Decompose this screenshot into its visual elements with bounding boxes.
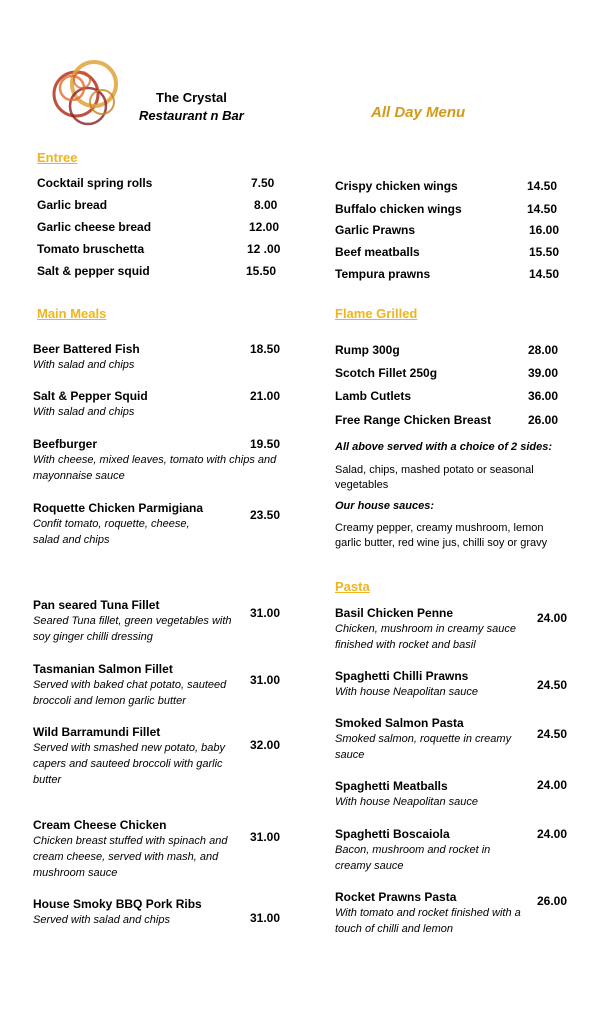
menu-item-name: Salt & pepper squid — [37, 264, 150, 278]
menu-item-description: Smoked salmon, roquette in creamy sauce — [335, 733, 512, 761]
menu-item-price: 15.50 — [529, 245, 560, 259]
menu-item-name: Garlic bread — [37, 198, 108, 212]
menu-item-name: Beefburger — [33, 437, 98, 451]
menu-item-price: 24.00 — [537, 778, 568, 792]
menu-item-price: 21.00 — [250, 389, 281, 403]
menu-item-name: Beef meatballs — [335, 245, 420, 259]
section-flame-grilled-heading: Flame Grilled — [335, 306, 418, 321]
menu-item-price: 15.50 — [246, 264, 277, 278]
menu-item-name: Wild Barramundi Fillet — [33, 725, 161, 739]
menu-item-price: 23.50 — [250, 508, 281, 522]
menu-item-name: Scotch Fillet 250g — [335, 366, 438, 380]
menu-item-name: Crispy chicken wings — [335, 179, 458, 193]
menu-item-price: 14.50 — [527, 179, 558, 193]
menu-item-name: Spaghetti Meatballs — [335, 779, 448, 793]
menu-item-price: 24.50 — [537, 678, 568, 692]
menu-item-name: Spaghetti Chilli Prawns — [335, 669, 469, 683]
menu-item-name: Tasmanian Salmon Fillet — [33, 662, 173, 676]
menu-item-price: 36.00 — [528, 389, 559, 403]
menu-item-name: House Smoky BBQ Pork Ribs — [33, 897, 202, 911]
menu-item-price: 8.00 — [254, 198, 278, 212]
menu-item-description: With salad and chips — [33, 359, 135, 371]
menu-item-name: Roquette Chicken Parmigiana — [33, 501, 204, 515]
menu-item-price: 26.00 — [537, 894, 568, 908]
menu-item-price: 24.00 — [537, 611, 568, 625]
menu-item-price: 19.50 — [250, 437, 281, 451]
menu-item-price: 32.00 — [250, 738, 281, 752]
menu-item-price: 31.00 — [250, 673, 281, 687]
section-main-meals-heading: Main Meals — [37, 306, 107, 321]
menu-item-price: 31.00 — [250, 911, 281, 925]
menu-item-description: Confit tomato, roquette, cheese, salad and chips — [33, 518, 190, 546]
section-entree-heading: Entree — [37, 150, 78, 165]
menu-item-description: With cheese, mixed leaves, tomato with chips and mayonnaise sauce — [33, 454, 277, 482]
menu-item-description: With tomato and rocket finished with a touch of chilli and lemon — [335, 907, 521, 935]
menu-item-description: Served with baked chat potato, sauteed broccoli and lemon garlic butter — [33, 679, 227, 707]
menu-item-description: Chicken, mushroom in creamy sauce finished with rocket and basil — [335, 623, 516, 651]
menu-item-price: 26.00 — [528, 413, 559, 427]
menu-item-price: 7.50 — [251, 176, 275, 190]
menu-item-name: Smoked Salmon Pasta — [335, 716, 464, 730]
menu-item-price: 31.00 — [250, 606, 281, 620]
menu-item-name: Rump 300g — [335, 343, 400, 357]
restaurant-logo — [46, 54, 132, 134]
menu-item-price: 24.00 — [537, 827, 568, 841]
menu-title: All Day Menu — [371, 104, 466, 121]
menu-item-description: With house Neapolitan sauce — [335, 686, 478, 698]
menu-item-description: Chicken breast stuffed with spinach and cream cheese, served with mash, and mushroom sauce — [33, 835, 228, 879]
menu-item-price: 14.50 — [527, 202, 558, 216]
menu-item-name: Garlic cheese bread — [37, 220, 152, 234]
menu-item-price: 24.50 — [537, 727, 568, 741]
menu-item-name: Tomato bruschetta — [37, 242, 145, 256]
menu-item-description: Served with salad and chips — [33, 914, 170, 926]
section-pasta-heading: Pasta — [335, 579, 370, 594]
brand-name: The Crystal — [156, 90, 227, 105]
menu-item-price: 28.00 — [528, 343, 559, 357]
menu-item-name: Garlic Prawns — [335, 223, 416, 237]
menu-item-name: Salt & Pepper Squid — [33, 389, 148, 403]
menu-item-description: With salad and chips — [33, 406, 135, 418]
menu-item-description: With house Neapolitan sauce — [335, 796, 478, 808]
menu-item-name: Cream Cheese Chicken — [33, 818, 167, 832]
sides-note-title: All above served with a choice of 2 sides: — [335, 441, 553, 453]
menu-item-name: Rocket Prawns Pasta — [335, 890, 457, 904]
menu-item-description: Seared Tuna fillet, green vegetables with soy ginger chilli dressing — [33, 615, 232, 643]
menu-item-price: 12.00 — [249, 220, 280, 234]
menu-item-description: Bacon, mushroom and rocket in creamy sauce — [335, 844, 491, 872]
menu-item-description: Served with smashed new potato, baby capers and sauteed broccoli with garlic butter — [33, 742, 226, 786]
brand-subtitle: Restaurant n Bar — [139, 108, 244, 123]
menu-item-price: 16.00 — [529, 223, 560, 237]
menu-item-name: Tempura prawns — [335, 267, 431, 281]
menu-item-name: Free Range Chicken Breast — [335, 413, 492, 427]
menu-item-name: Pan seared Tuna Fillet — [33, 598, 160, 612]
menu-item-price: 39.00 — [528, 366, 559, 380]
sauces-note-text: Creamy pepper, creamy mushroom, lemon garlic butter, red wine jus, chilli soy or gravy — [335, 522, 548, 549]
menu-item-name: Basil Chicken Penne — [335, 606, 454, 620]
sauces-note-title: Our house sauces: — [335, 500, 435, 512]
menu-item-name: Spaghetti Boscaiola — [335, 827, 450, 841]
menu-item-price: 12 .00 — [247, 242, 281, 256]
menu-item-name: Buffalo chicken wings — [335, 202, 462, 216]
menu-item-price: 14.50 — [529, 267, 560, 281]
sides-note-text: Salad, chips, mashed potato or seasonal vegetables — [335, 464, 534, 491]
menu-item-name: Beer Battered Fish — [33, 342, 140, 356]
menu-item-name: Lamb Cutlets — [335, 389, 412, 403]
menu-item-name: Cocktail spring rolls — [37, 176, 153, 190]
menu-item-price: 18.50 — [250, 342, 281, 356]
menu-item-price: 31.00 — [250, 830, 281, 844]
